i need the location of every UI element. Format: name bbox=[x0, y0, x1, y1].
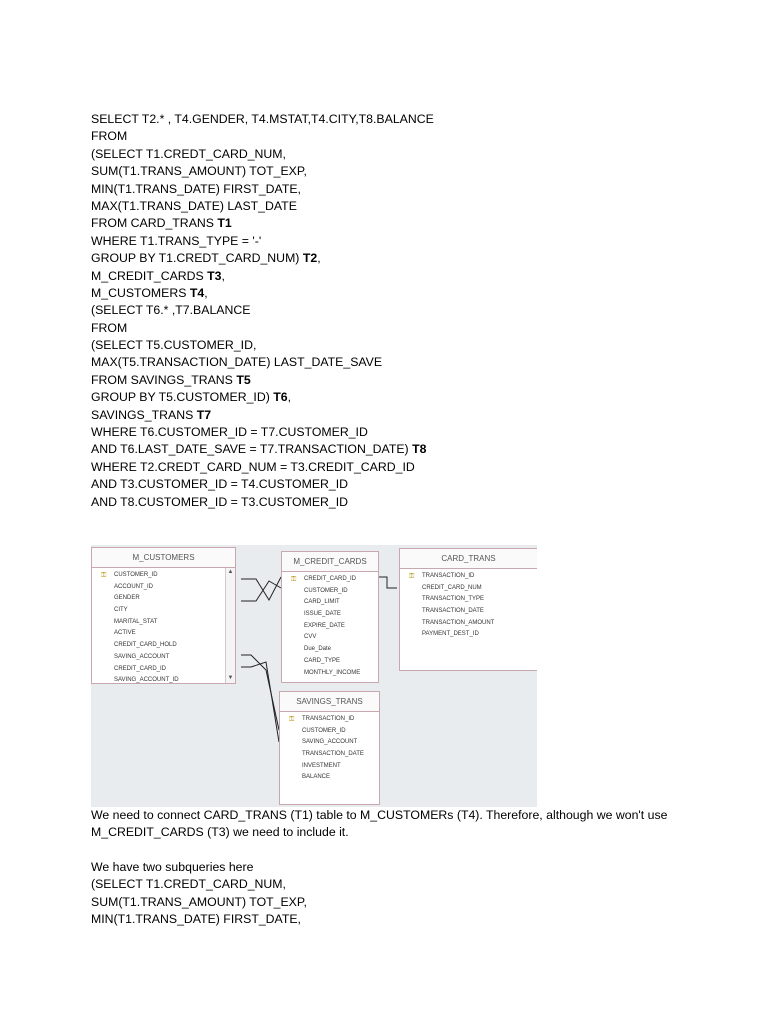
table-field bbox=[282, 609, 378, 621]
sql-line bbox=[91, 268, 434, 285]
table-field bbox=[92, 664, 235, 676]
table-field bbox=[92, 652, 235, 664]
table-savings-trans[interactable] bbox=[279, 691, 380, 805]
table-field bbox=[400, 571, 537, 583]
table-title: CARD_TRANS bbox=[400, 549, 537, 569]
field-name: CUSTOMER_ID bbox=[304, 587, 348, 594]
field-name: CARD_LIMIT bbox=[304, 599, 340, 606]
subquery-line: We have two subqueries here bbox=[91, 860, 254, 874]
sql-line-text: AND T6.LAST_DATE_SAVE = T7.TRANSACTION_DATE) bbox=[91, 442, 413, 457]
sql-line bbox=[91, 146, 434, 163]
sql-line-text: AND T8.CUSTOMER_ID = T3.CUSTOMER_ID bbox=[91, 494, 349, 509]
sql-line bbox=[91, 128, 434, 145]
subquery-line: MIN(T1.TRANS_DATE) FIRST_DATE, bbox=[91, 912, 301, 927]
sql-line-text: M_CUSTOMERS bbox=[91, 285, 190, 300]
field-name: CREDIT_CARD_ID bbox=[304, 576, 357, 582]
key-icon: ⚿ bbox=[409, 573, 415, 580]
table-title: SAVINGS_TRANS bbox=[280, 692, 379, 712]
key-icon: ⚿ bbox=[289, 716, 295, 723]
sql-line-text: (SELECT T6.* ,T7.BALANCE bbox=[91, 303, 251, 318]
field-name: EXPIRE_DATE bbox=[304, 622, 345, 629]
sql-line-text: M_CREDIT_CARDS bbox=[91, 268, 208, 283]
key-icon: ⚿ bbox=[101, 572, 107, 579]
table-field bbox=[400, 594, 537, 606]
field-name: CUSTOMER_ID bbox=[114, 572, 158, 578]
field-name: CREDIT_CARD_NUM bbox=[422, 584, 482, 591]
sql-line bbox=[91, 389, 434, 406]
key-icon: ⚿ bbox=[291, 576, 297, 583]
sql-line bbox=[91, 250, 434, 267]
table-field bbox=[282, 632, 378, 644]
sql-punctuation: , bbox=[317, 251, 321, 266]
field-name: MONTHLY_INCOME bbox=[304, 669, 361, 676]
sql-line bbox=[91, 354, 434, 371]
sql-line-text: SUM(T1.TRANS_AMOUNT) TOT_EXP, bbox=[91, 164, 307, 179]
sql-alias: T1 bbox=[217, 216, 232, 231]
sql-line-text: WHERE T1.TRANS_TYPE = '-' bbox=[91, 233, 262, 248]
field-name: TRANSACTION_TYPE bbox=[422, 596, 485, 603]
table-field bbox=[280, 714, 379, 726]
sql-line bbox=[91, 476, 434, 493]
sql-alias: T7 bbox=[196, 407, 212, 422]
subquery-line: (SELECT T1.CREDT_CARD_NUM, bbox=[91, 877, 286, 892]
field-name: MARITAL_STAT bbox=[114, 618, 158, 625]
sql-line bbox=[91, 407, 434, 424]
table-field bbox=[92, 628, 235, 640]
sql-line-text: MAX(T5.TRANSACTION_DATE) LAST_DATE_SAVE bbox=[91, 355, 383, 370]
field-name: SAVING_ACCOUNT bbox=[114, 653, 170, 660]
subquery-line: SUM(T1.TRANS_AMOUNT) TOT_EXP, bbox=[91, 894, 307, 909]
rel-line bbox=[241, 581, 281, 601]
sql-line bbox=[91, 320, 434, 337]
sql-line bbox=[91, 233, 434, 250]
sql-line-text: MAX(T1.TRANS_DATE) LAST_DATE bbox=[91, 198, 297, 213]
sql-line-text: (SELECT T1.CREDT_CARD_NUM, bbox=[91, 146, 286, 161]
sql-line bbox=[91, 181, 434, 198]
table-field bbox=[400, 583, 537, 595]
table-card-trans[interactable] bbox=[399, 548, 537, 671]
field-name: TRANSACTION_ID bbox=[422, 573, 475, 579]
sql-query-block bbox=[91, 111, 434, 511]
field-name: TRANSACTION_ID bbox=[302, 716, 355, 722]
sql-line-text: SAVINGS_TRANS bbox=[91, 407, 197, 422]
sql-punctuation: , bbox=[287, 390, 292, 405]
field-name: SAVING_ACCOUNT_ID bbox=[114, 677, 179, 684]
table-field bbox=[92, 640, 235, 652]
sql-line-text: WHERE T6.CUSTOMER_ID = T7.CUSTOMER_ID bbox=[91, 425, 368, 440]
field-name: PAYMENT_DEST_ID bbox=[422, 631, 479, 638]
table-field bbox=[280, 749, 379, 761]
sql-line bbox=[91, 302, 434, 319]
field-name: CITY bbox=[114, 607, 128, 614]
table-field bbox=[280, 761, 379, 773]
sql-line bbox=[91, 424, 434, 441]
sql-line bbox=[91, 215, 434, 232]
field-name: GENDER bbox=[114, 595, 140, 602]
table-field bbox=[280, 772, 379, 784]
table-field bbox=[282, 621, 378, 633]
field-name: CARD_TYPE bbox=[304, 657, 341, 664]
table-field bbox=[282, 586, 378, 598]
field-name: TRANSACTION_DATE bbox=[422, 608, 484, 615]
sql-line bbox=[91, 163, 434, 180]
field-name: ACTIVE bbox=[114, 630, 136, 637]
sql-alias: T6 bbox=[273, 390, 288, 405]
field-name: BALANCE bbox=[302, 774, 331, 781]
sql-alias: T3 bbox=[207, 268, 222, 283]
table-field bbox=[282, 656, 378, 668]
field-name: CREDIT_CARD_HOLD bbox=[114, 642, 177, 649]
arrow-down-icon[interactable]: ▼ bbox=[227, 675, 234, 681]
sql-line-text: FROM bbox=[91, 129, 128, 144]
sql-line bbox=[91, 198, 434, 215]
sql-line bbox=[91, 459, 434, 476]
sql-line-text: FROM SAVINGS_TRANS bbox=[91, 372, 237, 387]
sql-alias: T8 bbox=[412, 442, 427, 457]
sql-line-text: WHERE T2.CREDT_CARD_NUM = T3.CREDIT_CARD_ID bbox=[91, 459, 415, 474]
arrow-up-icon[interactable]: ▲ bbox=[227, 569, 234, 575]
subqueries-paragraph bbox=[91, 859, 307, 929]
table-title: M_CUSTOMERS bbox=[92, 548, 235, 568]
table-field bbox=[400, 629, 537, 641]
field-name: ACCOUNT_ID bbox=[114, 583, 154, 590]
sql-line bbox=[91, 494, 434, 511]
field-name: CREDIT_CARD_ID bbox=[114, 665, 167, 672]
sql-line bbox=[91, 285, 434, 302]
rel-line bbox=[241, 655, 279, 730]
sql-line-text: GROUP BY T1.CREDT_CARD_NUM) bbox=[91, 251, 303, 266]
field-name: ISSUE_DATE bbox=[304, 611, 341, 618]
table-field bbox=[92, 570, 235, 582]
field-name: CVV bbox=[304, 634, 317, 641]
table-scrollbar[interactable] bbox=[225, 568, 235, 683]
sql-line bbox=[91, 372, 434, 389]
table-field bbox=[282, 644, 378, 656]
relationship-diagram bbox=[91, 545, 537, 807]
table-field bbox=[280, 726, 379, 738]
field-name: TRANSACTION_AMOUNT bbox=[422, 619, 495, 626]
table-m-customers[interactable] bbox=[91, 547, 236, 684]
table-field bbox=[92, 605, 235, 617]
sql-line-text: SELECT T2.* , T4.GENDER, T4.MSTAT,T4.CITY,T8.BALANCE bbox=[91, 112, 434, 126]
sql-line-text: MIN(T1.TRANS_DATE) FIRST_DATE, bbox=[91, 181, 301, 196]
rel-line bbox=[241, 577, 281, 600]
table-field bbox=[282, 574, 378, 586]
sql-alias: T5 bbox=[236, 372, 251, 387]
table-field bbox=[282, 668, 378, 680]
table-field bbox=[280, 737, 379, 749]
sql-alias: T4 bbox=[189, 285, 205, 300]
field-name: TRANSACTION_DATE bbox=[302, 751, 364, 758]
table-field bbox=[92, 582, 235, 594]
sql-punctuation: , bbox=[221, 268, 225, 283]
sql-line-text: FROM bbox=[91, 320, 128, 335]
sql-line bbox=[91, 111, 434, 128]
table-field bbox=[282, 597, 378, 609]
sql-line-text: (SELECT T5.CUSTOMER_ID, bbox=[91, 338, 257, 353]
field-name: CUSTOMER_ID bbox=[302, 727, 346, 734]
sql-line bbox=[91, 337, 434, 354]
table-field bbox=[400, 606, 537, 618]
field-name: INVESTMENT bbox=[302, 762, 341, 769]
table-field bbox=[92, 617, 235, 629]
table-m-credit-cards[interactable] bbox=[281, 551, 379, 683]
table-title: M_CREDIT_CARDS bbox=[282, 552, 378, 572]
table-field bbox=[400, 618, 537, 630]
sql-line-text: FROM CARD_TRANS bbox=[91, 216, 218, 231]
field-name: Due_Date bbox=[304, 646, 332, 653]
explanation-paragraph: We need to connect CARD_TRANS (T1) table to M_CUSTOMERs (T4). Therefore, although we won't use M_CREDIT_CARDS (T3) we need to include it. bbox=[91, 808, 668, 840]
sql-alias: T2 bbox=[302, 251, 318, 266]
table-field bbox=[92, 593, 235, 605]
sql-line-text: AND T3.CUSTOMER_ID = T4.CUSTOMER_ID bbox=[91, 477, 349, 492]
rel-line bbox=[378, 577, 397, 588]
sql-line-text: GROUP BY T5.CUSTOMER_ID) bbox=[91, 390, 274, 405]
sql-punctuation: , bbox=[204, 285, 208, 300]
field-name: SAVING_ACCOUNT bbox=[302, 739, 358, 746]
sql-line bbox=[91, 441, 434, 458]
table-field bbox=[92, 675, 235, 687]
